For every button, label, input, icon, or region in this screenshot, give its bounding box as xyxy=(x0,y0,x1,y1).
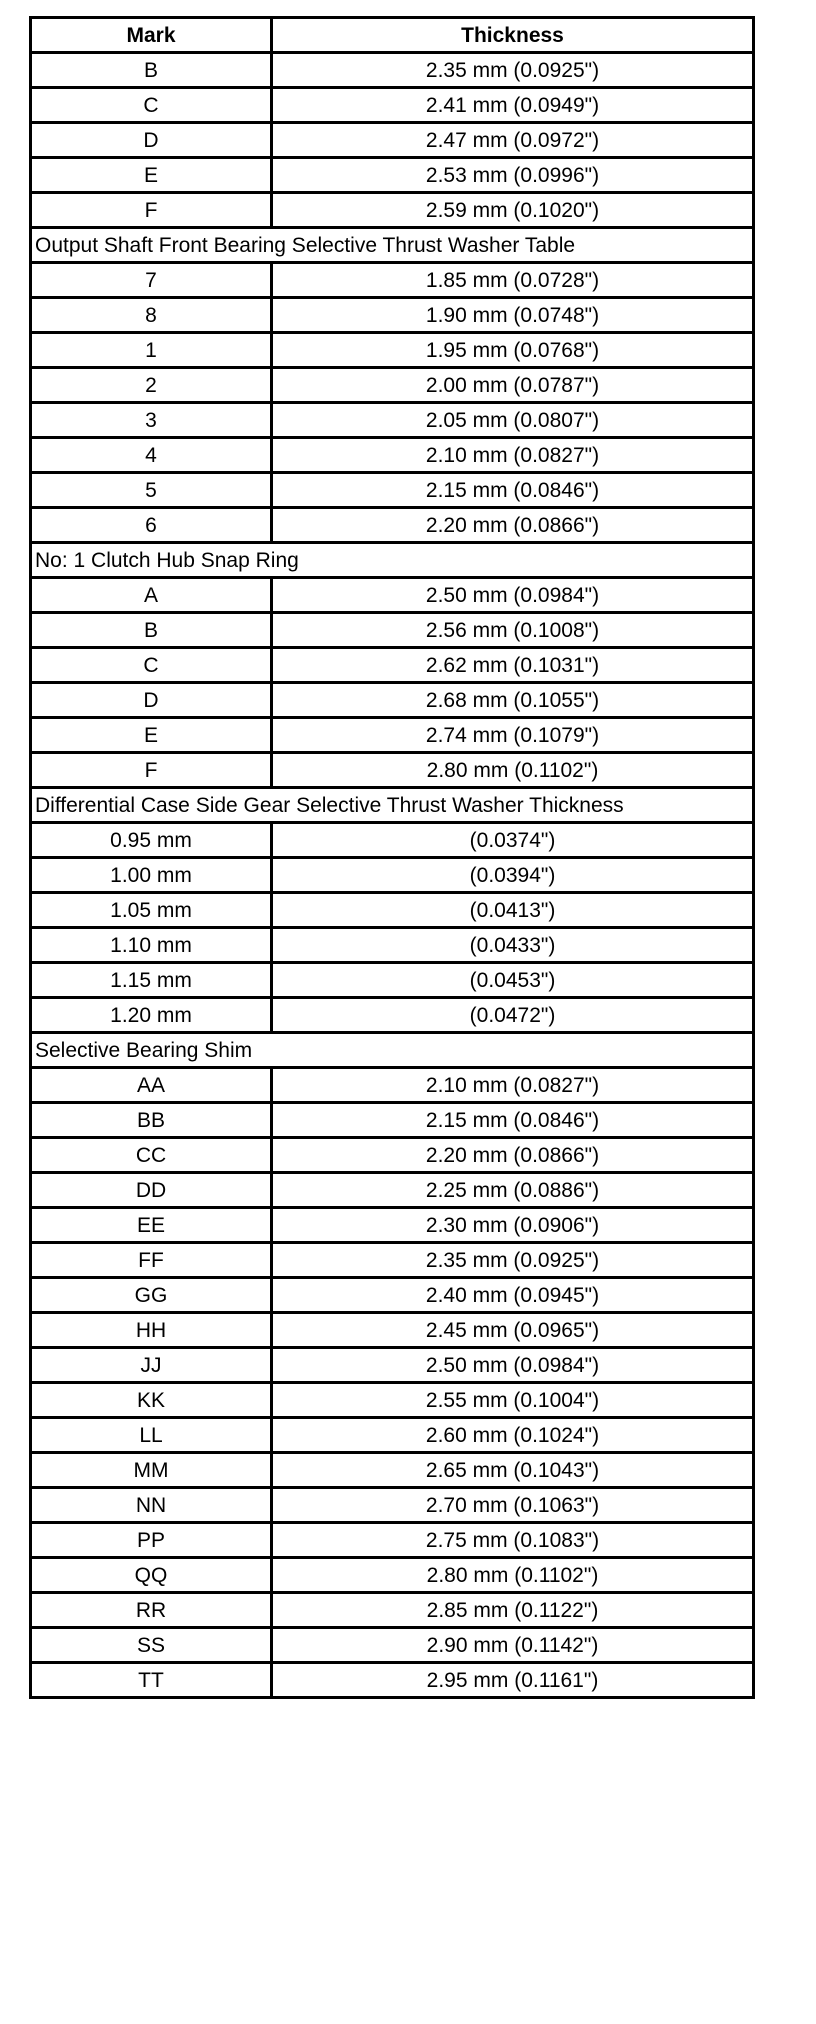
mark-cell: AA xyxy=(31,1068,272,1103)
mark-cell: CC xyxy=(31,1138,272,1173)
table-row xyxy=(31,88,754,123)
mark-cell: B xyxy=(31,613,272,648)
thickness-cell: 2.05 mm (0.0807") xyxy=(272,403,754,438)
thickness-cell: 2.15 mm (0.0846") xyxy=(272,1103,754,1138)
mark-cell: JJ xyxy=(31,1348,272,1383)
mark-cell: D xyxy=(31,123,272,158)
mark-cell: QQ xyxy=(31,1558,272,1593)
mark-cell: PP xyxy=(31,1523,272,1558)
table-row xyxy=(31,1103,754,1138)
mark-cell: C xyxy=(31,648,272,683)
mark-column-header: Mark xyxy=(31,18,272,53)
mark-cell: 0.95 mm xyxy=(31,823,272,858)
section-title: Selective Bearing Shim xyxy=(31,1033,754,1068)
table-row xyxy=(31,858,754,893)
mark-cell: FF xyxy=(31,1243,272,1278)
thickness-cell: 2.56 mm (0.1008") xyxy=(272,613,754,648)
mark-cell: 3 xyxy=(31,403,272,438)
thickness-cell: 2.80 mm (0.1102") xyxy=(272,1558,754,1593)
table-row xyxy=(31,1523,754,1558)
thickness-cell: 2.59 mm (0.1020") xyxy=(272,193,754,228)
thickness-cell: 2.30 mm (0.0906") xyxy=(272,1208,754,1243)
mark-cell: E xyxy=(31,718,272,753)
table-row xyxy=(31,368,754,403)
table-row xyxy=(31,578,754,613)
mark-cell: MM xyxy=(31,1453,272,1488)
table-row xyxy=(31,193,754,228)
mark-cell: 1 xyxy=(31,333,272,368)
thickness-cell: (0.0472") xyxy=(272,998,754,1033)
mark-cell: B xyxy=(31,53,272,88)
table-row xyxy=(31,1628,754,1663)
mark-cell: RR xyxy=(31,1593,272,1628)
thickness-cell: 2.41 mm (0.0949") xyxy=(272,88,754,123)
section-title: Output Shaft Front Bearing Selective Thrust Washer Table xyxy=(31,228,754,263)
thickness-cell: 2.65 mm (0.1043") xyxy=(272,1453,754,1488)
thickness-cell: 2.95 mm (0.1161") xyxy=(272,1663,754,1698)
table-row xyxy=(31,298,754,333)
mark-cell: E xyxy=(31,158,272,193)
thickness-cell: 2.10 mm (0.0827") xyxy=(272,1068,754,1103)
mark-cell: SS xyxy=(31,1628,272,1663)
table-row xyxy=(31,613,754,648)
table-row xyxy=(31,1313,754,1348)
table-row xyxy=(31,1558,754,1593)
mark-cell: F xyxy=(31,753,272,788)
table-row xyxy=(31,893,754,928)
thickness-cell: (0.0413") xyxy=(272,893,754,928)
thickness-cell: 2.62 mm (0.1031") xyxy=(272,648,754,683)
table-row xyxy=(31,1173,754,1208)
thickness-cell: 2.20 mm (0.0866") xyxy=(272,508,754,543)
thickness-cell: 2.35 mm (0.0925") xyxy=(272,1243,754,1278)
thickness-column-header: Thickness xyxy=(272,18,754,53)
mark-cell: 6 xyxy=(31,508,272,543)
table-row xyxy=(31,1418,754,1453)
thickness-cell: 2.90 mm (0.1142") xyxy=(272,1628,754,1663)
table-row xyxy=(31,333,754,368)
mark-cell: BB xyxy=(31,1103,272,1138)
table-row xyxy=(31,1068,754,1103)
table-row xyxy=(31,1593,754,1628)
mark-cell: C xyxy=(31,88,272,123)
thickness-cell: (0.0394") xyxy=(272,858,754,893)
thickness-cell: 1.85 mm (0.0728") xyxy=(272,263,754,298)
thickness-cell: 2.60 mm (0.1024") xyxy=(272,1418,754,1453)
thickness-cell: 2.20 mm (0.0866") xyxy=(272,1138,754,1173)
table-row xyxy=(31,823,754,858)
thickness-cell: (0.0453") xyxy=(272,963,754,998)
mark-cell: GG xyxy=(31,1278,272,1313)
thickness-cell: 2.35 mm (0.0925") xyxy=(272,53,754,88)
thickness-cell: 2.45 mm (0.0965") xyxy=(272,1313,754,1348)
thickness-cell: 2.85 mm (0.1122") xyxy=(272,1593,754,1628)
table-row xyxy=(31,1663,754,1698)
mark-cell: HH xyxy=(31,1313,272,1348)
thickness-cell: 2.50 mm (0.0984") xyxy=(272,1348,754,1383)
table-row xyxy=(31,123,754,158)
mark-cell: EE xyxy=(31,1208,272,1243)
mark-cell: D xyxy=(31,683,272,718)
table-row xyxy=(31,508,754,543)
section-title: Differential Case Side Gear Selective Thrust Washer Thickness xyxy=(31,788,754,823)
table-row xyxy=(31,1383,754,1418)
section-header-row xyxy=(31,1033,754,1068)
table-row xyxy=(31,963,754,998)
thickness-cell: (0.0433") xyxy=(272,928,754,963)
table-row xyxy=(31,1243,754,1278)
thickness-cell: 1.90 mm (0.0748") xyxy=(272,298,754,333)
thickness-cell: 2.53 mm (0.0996") xyxy=(272,158,754,193)
table-row xyxy=(31,998,754,1033)
mark-cell: NN xyxy=(31,1488,272,1523)
thickness-cell: 2.25 mm (0.0886") xyxy=(272,1173,754,1208)
table-row xyxy=(31,1208,754,1243)
table-row xyxy=(31,683,754,718)
thickness-cell: 2.47 mm (0.0972") xyxy=(272,123,754,158)
mark-cell: 5 xyxy=(31,473,272,508)
thickness-cell: 2.74 mm (0.1079") xyxy=(272,718,754,753)
thickness-cell: 2.15 mm (0.0846") xyxy=(272,473,754,508)
thickness-cell: (0.0374") xyxy=(272,823,754,858)
mark-cell: KK xyxy=(31,1383,272,1418)
table-row xyxy=(31,403,754,438)
table-row xyxy=(31,1348,754,1383)
thickness-cell: 2.80 mm (0.1102") xyxy=(272,753,754,788)
table-row xyxy=(31,1278,754,1313)
thickness-cell: 2.70 mm (0.1063") xyxy=(272,1488,754,1523)
table-row xyxy=(31,718,754,753)
section-header-row xyxy=(31,228,754,263)
mark-cell: 4 xyxy=(31,438,272,473)
table-row xyxy=(31,438,754,473)
table-row xyxy=(31,1138,754,1173)
mark-cell: 2 xyxy=(31,368,272,403)
mark-cell: F xyxy=(31,193,272,228)
table-body xyxy=(31,53,754,1698)
thickness-cell: 2.55 mm (0.1004") xyxy=(272,1383,754,1418)
section-header-row xyxy=(31,788,754,823)
table-row xyxy=(31,648,754,683)
mark-cell: 1.05 mm xyxy=(31,893,272,928)
mark-cell: 7 xyxy=(31,263,272,298)
table-row xyxy=(31,53,754,88)
thickness-cell: 2.75 mm (0.1083") xyxy=(272,1523,754,1558)
table-row xyxy=(31,753,754,788)
thickness-cell: 2.68 mm (0.1055") xyxy=(272,683,754,718)
mark-cell: 1.20 mm xyxy=(31,998,272,1033)
table-row xyxy=(31,158,754,193)
thickness-cell: 2.50 mm (0.0984") xyxy=(272,578,754,613)
mark-cell: LL xyxy=(31,1418,272,1453)
section-title: No: 1 Clutch Hub Snap Ring xyxy=(31,543,754,578)
thickness-cell: 2.00 mm (0.0787") xyxy=(272,368,754,403)
mark-cell: DD xyxy=(31,1173,272,1208)
header-row xyxy=(31,18,754,53)
mark-cell: 8 xyxy=(31,298,272,333)
table-row xyxy=(31,928,754,963)
table-row xyxy=(31,263,754,298)
thickness-cell: 2.40 mm (0.0945") xyxy=(272,1278,754,1313)
table-row xyxy=(31,1453,754,1488)
mark-cell: A xyxy=(31,578,272,613)
thickness-table xyxy=(29,16,755,1699)
mark-cell: TT xyxy=(31,1663,272,1698)
mark-cell: 1.15 mm xyxy=(31,963,272,998)
table-row xyxy=(31,1488,754,1523)
section-header-row xyxy=(31,543,754,578)
thickness-cell: 1.95 mm (0.0768") xyxy=(272,333,754,368)
mark-cell: 1.10 mm xyxy=(31,928,272,963)
mark-cell: 1.00 mm xyxy=(31,858,272,893)
table-row xyxy=(31,473,754,508)
thickness-cell: 2.10 mm (0.0827") xyxy=(272,438,754,473)
